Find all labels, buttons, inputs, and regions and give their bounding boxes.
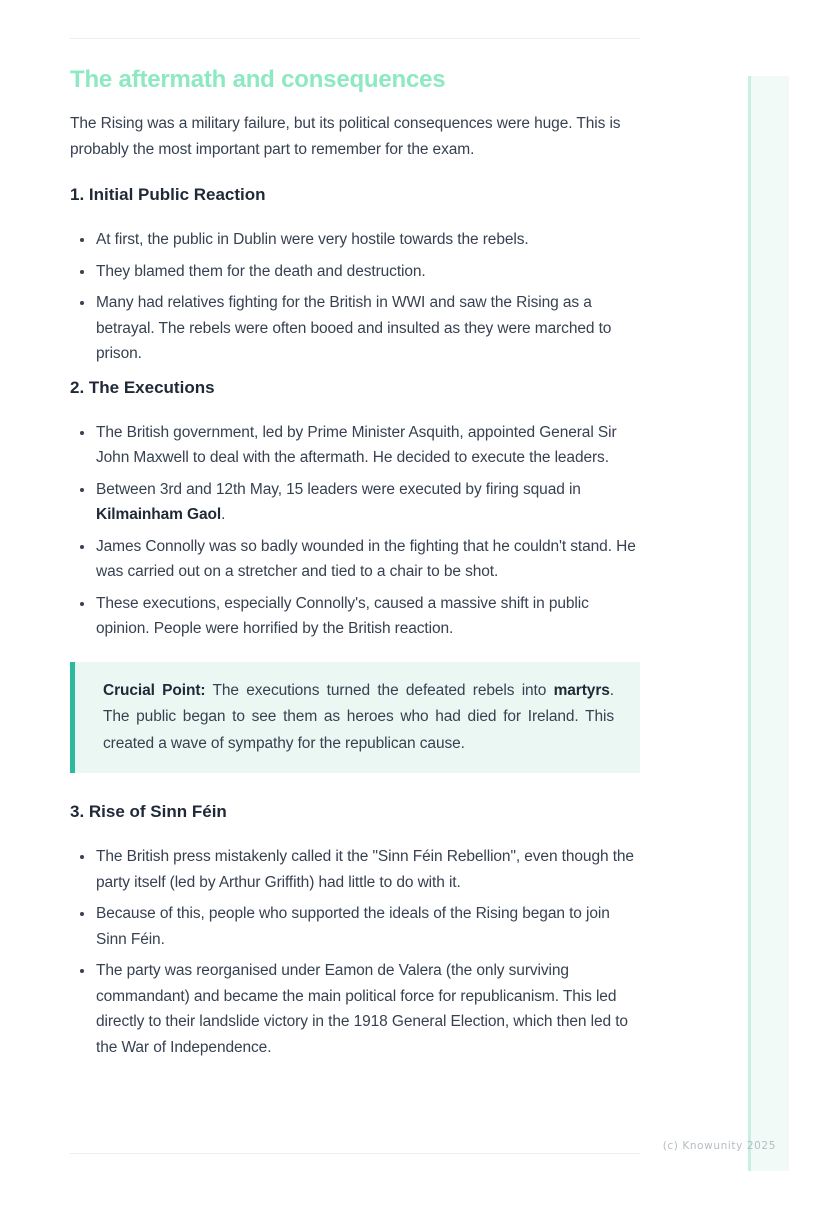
callout-body-text: The executions turned the defeated rebels into	[205, 681, 554, 699]
top-divider	[70, 38, 640, 39]
list-item-text: Between 3rd and 12th May, 15 leaders were executed by firing squad in	[96, 480, 581, 498]
list-item: • These executions, especially Connolly's, caused a massive shift in public opinion. People were horrified by the British reaction.	[95, 591, 640, 642]
callout-body-text: . The public began to see them as heroes who had died for Ireland. This created a wave of sympathy for the republican cause.	[103, 681, 614, 752]
callout-label: Crucial Point:	[103, 681, 206, 699]
list-item: • The party was reorganised under Eamon de Valera (the only surviving commandant) and became the main political force for republicanism. This led directly to their landslide victory in the 1918 General Election, which then led to the War of Independence.	[95, 958, 640, 1060]
section-heading-initial-public-reaction: 1. Initial Public Reaction	[70, 185, 266, 204]
footer-copyright: (c) Knowunity 2025	[662, 1140, 776, 1152]
bold-term: Kilmainham Gaol	[96, 506, 222, 523]
list-item: • They blamed them for the death and destruction.	[95, 259, 640, 285]
side-accent-band	[748, 76, 789, 1171]
bullet-list-initial-public-reaction	[70, 227, 640, 367]
list-item: • At first, the public in Dublin were very hostile towards the rebels.	[95, 227, 640, 253]
intro-paragraph: The Rising was a military failure, but its political consequences were huge. This is probably the most important part to remember for the exam.	[70, 115, 621, 158]
list-item	[95, 477, 640, 528]
bullet-list-the-executions	[70, 420, 640, 642]
list-item: • The British government, led by Prime Minister Asquith, appointed General Sir John Maxwell to deal with the aftermath. He decided to execute the leaders.	[95, 420, 640, 471]
callout-text	[103, 678, 614, 758]
list-item: • The British press mistakenly called it the "Sinn Féin Rebellion", even though the party itself (led by Arthur Griffith) had little to do with it.	[95, 844, 640, 895]
section-heading-the-executions: 2. The Executions	[70, 377, 215, 397]
bold-term: martyrs	[553, 681, 610, 699]
document-page	[70, 38, 640, 1060]
list-item: • Many had relatives fighting for the British in WWI and saw the Rising as a betrayal. The rebels were often booed and insulted as they were marched to prison.	[95, 290, 640, 367]
section-heading-rise-of-sinn-fein: 3. Rise of Sinn Féin	[70, 802, 227, 821]
page-title: The aftermath and consequences	[70, 66, 446, 93]
bottom-divider	[70, 1153, 640, 1154]
list-item-text: .	[221, 506, 226, 523]
bullet-list-rise-of-sinn-fein	[70, 844, 640, 1060]
crucial-point-callout	[70, 662, 640, 774]
list-item: • James Connolly was so badly wounded in the fighting that he couldn't stand. He was carried out on a stretcher and tied to a chair to be shot.	[95, 534, 640, 585]
list-item: • Because of this, people who supported the ideals of the Rising began to join Sinn Féin.	[95, 901, 640, 952]
